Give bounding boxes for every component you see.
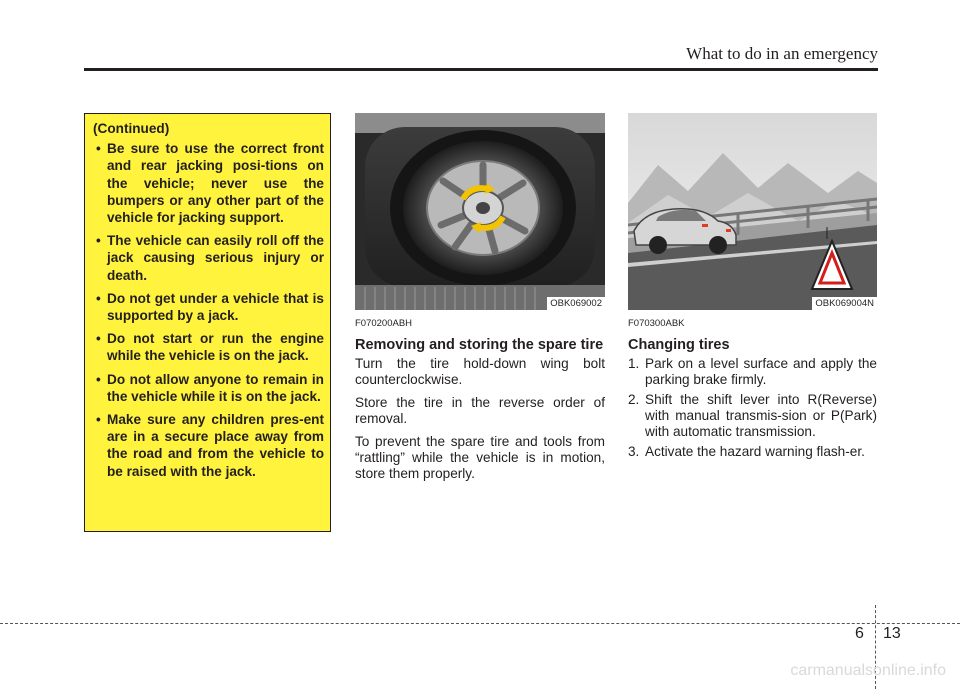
warning-item: • Do not allow anyone to remain in the vehicle while it is on the jack. <box>93 371 324 405</box>
step-text: Shift the shift lever into R(Reverse) with manual transmis-sion or P(Park) with automatic transmission. <box>645 392 877 439</box>
warning-list <box>93 140 324 480</box>
warning-item: • Be sure to use the correct front and rear jacking posi-tions on the vehicle; never use the bumpers or any other part of the vehicle for jacking support. <box>93 140 324 226</box>
roadside-illustration <box>628 113 877 310</box>
section-header-title: What to do in an emergency <box>686 44 878 63</box>
header-rule <box>84 68 878 71</box>
step-item <box>628 444 877 460</box>
section-code: F070300ABK <box>628 318 685 329</box>
changing-tires-section <box>628 316 877 464</box>
section-title: Removing and storing the spare tire <box>355 337 604 353</box>
step-item <box>628 392 877 440</box>
warning-item: • Do not get under a vehicle that is supported by a jack. <box>93 290 324 324</box>
warning-item: • Do not start or run the engine while the vehicle is on the jack. <box>93 330 324 364</box>
figure-code: OBK069004N <box>812 297 877 310</box>
step-item <box>628 356 877 388</box>
steps-list <box>628 356 877 460</box>
warning-item: • Make sure any children pres-ent are in a secure place away from the road and from the vehicle to be raised with the jack. <box>93 411 324 480</box>
spare-tire-drawing <box>355 113 605 310</box>
step-number: 3. <box>628 444 640 459</box>
step-number: 2. <box>628 392 640 407</box>
roadside-drawing <box>628 113 877 310</box>
spare-tire-section <box>355 316 605 489</box>
section-number: 6 <box>855 625 864 642</box>
step-number: 1. <box>628 356 640 371</box>
warning-continued-label: (Continued) <box>93 121 170 136</box>
footer-rule <box>0 623 960 624</box>
warning-item: • The vehicle can easily roll off the jack causing serious injury or death. <box>93 232 324 284</box>
paragraph: Store the tire in the reverse order of removal. <box>355 395 605 426</box>
spare-tire-illustration <box>355 113 605 310</box>
paragraph: Turn the tire hold-down wing bolt counterclockwise. <box>355 356 605 387</box>
watermark: carmanualsonline.info <box>790 662 946 679</box>
paragraph: To prevent the spare tire and tools from “rattling” while the vehicle is in motion, store them properly. <box>355 434 605 481</box>
warning-box <box>84 113 331 532</box>
section-title: Changing tires <box>628 337 730 353</box>
figure-code: OBK069002 <box>547 297 605 310</box>
step-text: Activate the hazard warning flash-er. <box>645 444 865 459</box>
step-text: Park on a level surface and apply the parking brake firmly. <box>645 356 877 387</box>
section-code: F070200ABH <box>355 318 413 329</box>
page-number: 13 <box>883 625 901 642</box>
